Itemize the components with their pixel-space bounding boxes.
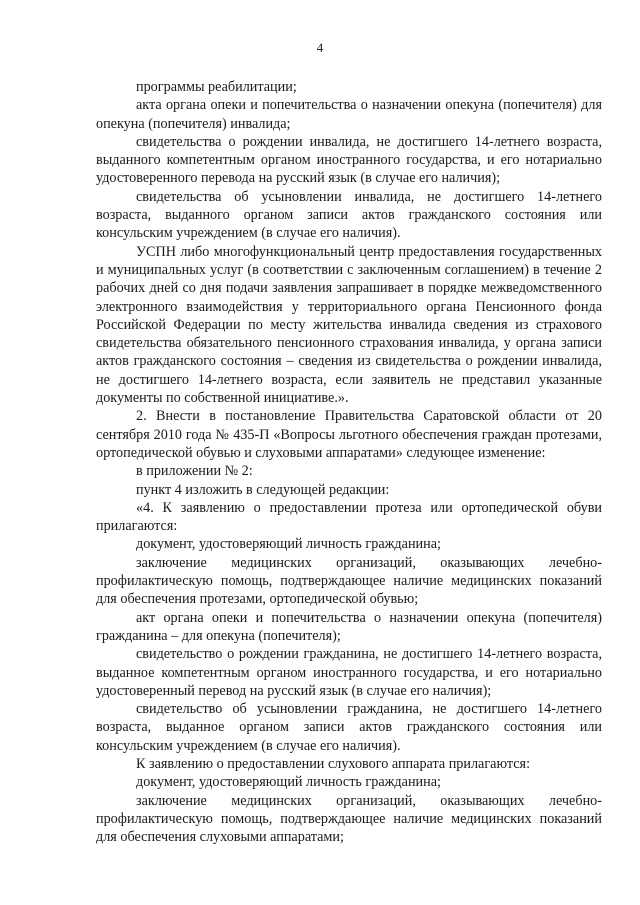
paragraph: заключение медицинских организаций, оказывающих лечебно-профилактическую помощь, подтверждающее наличие медицинских показаний для обеспечения протезами, ортопедической обувью;	[96, 554, 602, 608]
paragraph: свидетельства об усыновлении инвалида, не достигшего 14-летнего возраста, выданного органом записи актов гражданского состояния или консульским учреждением (в случае его наличия).	[96, 188, 602, 242]
paragraph: «4. К заявлению о предоставлении протеза или ортопедической обуви прилагаются:	[96, 499, 602, 535]
paragraph: свидетельство о рождении гражданина, не достигшего 14-летнего возраста, выданное компетентным органом иностранного государства, и его нотариально удостоверенный перевод на русский язык (в случае его наличия);	[96, 646, 602, 699]
paragraph: акта органа опеки и попечительства о назначении опекуна (попечителя) для опекуна (попечителя) инвалида;	[96, 97, 602, 132]
paragraph: заключение медицинских организаций, оказывающих лечебно-профилактическую помощь, подтверждающее наличие медицинских показаний для обеспечения слуховыми аппаратами;	[96, 792, 602, 846]
paragraph: свидетельства о рождении инвалида, не достигшего 14-летнего возраста, выданного компетентным органом иностранного государства, и его нотариально удостоверенного перевода на русский язык (в случае его наличия);	[96, 133, 602, 187]
paragraph: документ, удостоверяющий личность гражданина;	[136, 774, 441, 791]
page-number: 4	[316, 40, 324, 55]
document-body	[96, 78, 602, 846]
paragraph: УСПН либо многофункциональный центр предоставления государственных и муниципальных услуг (в соответствии с заключенным соглашением) в течение 2 рабочих дней со дня подачи заявления запрашивает в порядке межведомственного электронного взаимодействия у территориального органа Пенсионного фонда Российской Федерации по месту жительства инвалида сведения из страхового свидетельства обязательного пенсионного страхования инвалида, у органа записи актов гражданского состояния – сведения из свидетельства о рождении инвалида, не достигшего 14-летнего возраста, если заявитель не представил указанные документы по собственной инициативе.».	[96, 243, 602, 407]
paragraph: акт органа опеки и попечительства о назначении опекуна (попечителя) гражданина – для опекуна (попечителя);	[96, 609, 602, 644]
paragraph: пункт 4 изложить в следующей редакции:	[136, 481, 390, 498]
paragraph: К заявлению о предоставлении слухового аппарата прилагаются:	[136, 755, 531, 772]
paragraph: программы реабилитации;	[136, 79, 297, 95]
paragraph: в приложении № 2:	[136, 463, 253, 480]
paragraph: 2. Внести в постановление Правительства Саратовской области от 20 сентября 2010 года № 435-П «Вопросы льготного обеспечения граждан протезами, ортопедической обувью и слуховыми аппаратами» следующее изменение:	[96, 408, 602, 461]
paragraph: документ, удостоверяющий личность гражданина;	[136, 536, 441, 553]
paragraph: свидетельство об усыновлении гражданина, не достигшего 14-летнего возраста, выданное органом записи актов гражданского состояния или консульским учреждением (в случае его наличия).	[96, 701, 602, 754]
